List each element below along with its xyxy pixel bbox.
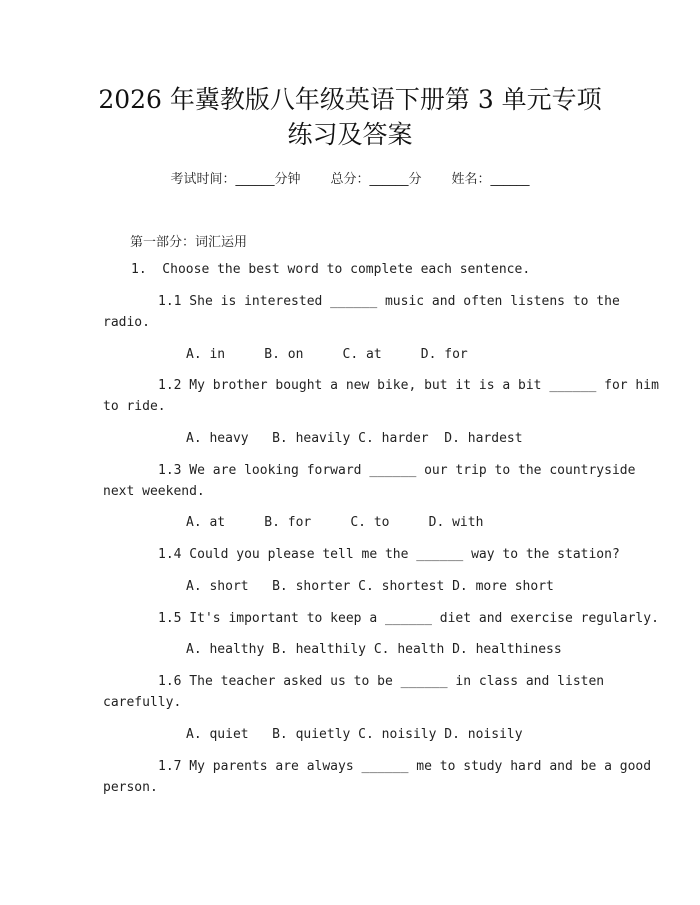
student-name-field: 姓名：______ <box>451 172 530 187</box>
total-score-field: 总分：______分 <box>330 172 422 187</box>
question-1-1-line-2: radio. <box>103 315 150 330</box>
question-1-3-options: A. at B. for C. to D. with <box>186 515 484 530</box>
document-title-line-2: 练习及答案 <box>287 120 413 149</box>
question-1-2-options: A. heavy B. heavily C. harder D. hardest <box>186 431 523 446</box>
question-1-1-line-1: 1.1 She is interested ______ music and often listens to the <box>158 294 620 309</box>
question-1-5-options: A. healthy B. healthily C. health D. healthiness <box>186 642 562 657</box>
document-title-line-1: 2026 年冀教版八年级英语下册第 3 单元专项 <box>98 85 602 114</box>
exam-meta <box>0 168 700 187</box>
question-1-2-line-2: to ride. <box>103 399 166 414</box>
question-1-7-line-1: 1.7 My parents are always ______ me to study hard and be a good <box>158 759 652 774</box>
question-1-4-options: A. short B. shorter C. shortest D. more short <box>186 579 554 594</box>
question-1-4-line-1: 1.4 Could you please tell me the ______ way to the station? <box>158 547 620 562</box>
question-instruction: 1. Choose the best word to complete each sentence. <box>131 262 531 277</box>
question-1-1-options: A. in B. on C. at D. for <box>186 347 468 362</box>
question-1-6-options: A. quiet B. quietly C. noisily D. noisily <box>186 727 523 742</box>
question-1-6-line-1: 1.6 The teacher asked us to be ______ in class and listen <box>158 674 605 689</box>
question-1-6-line-2: carefully. <box>103 695 182 710</box>
question-1-2-line-1: 1.2 My brother bought a new bike, but it is a bit ______ for him <box>158 378 659 393</box>
question-1-7-line-2: person. <box>103 780 158 795</box>
section-heading: 第一部分：词汇运用 <box>130 235 248 250</box>
question-1-3-line-1: 1.3 We are looking forward ______ our trip to the countryside <box>158 463 636 478</box>
question-1-3-line-2: next weekend. <box>103 484 205 499</box>
question-1-5-line-1: 1.5 It's important to keep a ______ diet and exercise regularly. <box>158 611 659 626</box>
exam-time-field: 考试时间：______分钟 <box>170 172 301 187</box>
